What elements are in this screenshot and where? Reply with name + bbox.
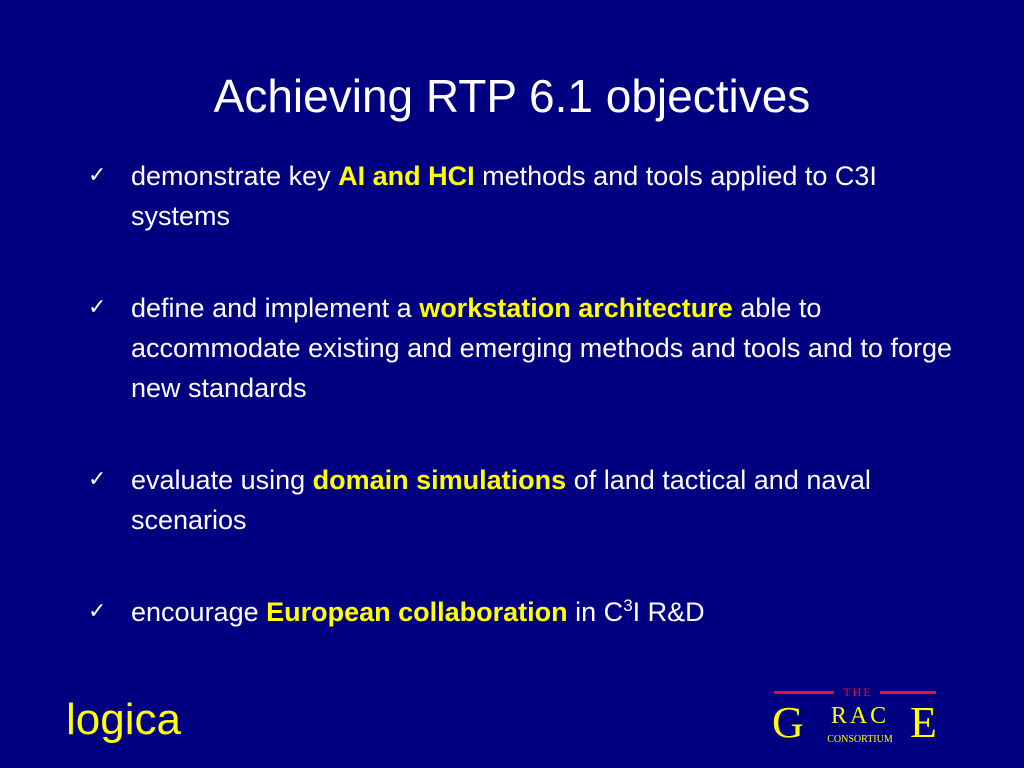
logo-consortium-text: CONSORTIUM bbox=[827, 734, 893, 745]
bullet-text: demonstrate key bbox=[131, 161, 339, 191]
bullet-text: able to accommodate existing and emerging methods and tools and to forge new standards bbox=[131, 293, 952, 403]
slide-title: Achieving RTP 6.1 objectives bbox=[213, 70, 811, 122]
checkmark-icon: ✓ bbox=[88, 599, 107, 624]
bullet-text: I R&D bbox=[632, 597, 705, 627]
checkmark-icon: ✓ bbox=[88, 295, 107, 320]
logica-logo: logica bbox=[66, 695, 181, 744]
bullet-text: define and implement a bbox=[131, 293, 420, 323]
logo-rac-text: RAC bbox=[830, 703, 890, 729]
logo-the-text: THE bbox=[843, 685, 873, 699]
logo-letter-e: E bbox=[910, 698, 937, 747]
bullet-text: encourage bbox=[131, 597, 267, 627]
logo-rule-left bbox=[774, 691, 834, 694]
logo-letter-g: G bbox=[772, 698, 804, 747]
bullet-list bbox=[88, 156, 968, 632]
logo-rule-right bbox=[880, 691, 936, 694]
bullet-item bbox=[88, 288, 968, 408]
bullet-highlight: European collaboration bbox=[266, 597, 568, 627]
bullet-text: in C bbox=[567, 597, 624, 627]
bullet-highlight: AI and HCI bbox=[338, 161, 475, 191]
checkmark-icon: ✓ bbox=[88, 163, 107, 188]
bullet-item bbox=[88, 156, 968, 236]
bullet-item bbox=[88, 460, 968, 540]
bullet-highlight: workstation architecture bbox=[419, 293, 733, 323]
bullet-item bbox=[88, 592, 968, 632]
superscript-text: 3 bbox=[623, 596, 633, 615]
checkmark-icon: ✓ bbox=[88, 467, 107, 492]
bullet-highlight: domain simulations bbox=[312, 465, 567, 495]
bullet-text: evaluate using bbox=[131, 465, 313, 495]
bullet-text: of land tactical and naval scenarios bbox=[131, 465, 871, 535]
grace-consortium-logo bbox=[768, 684, 946, 750]
bullet-text: methods and tools applied to C3I systems bbox=[131, 161, 877, 231]
